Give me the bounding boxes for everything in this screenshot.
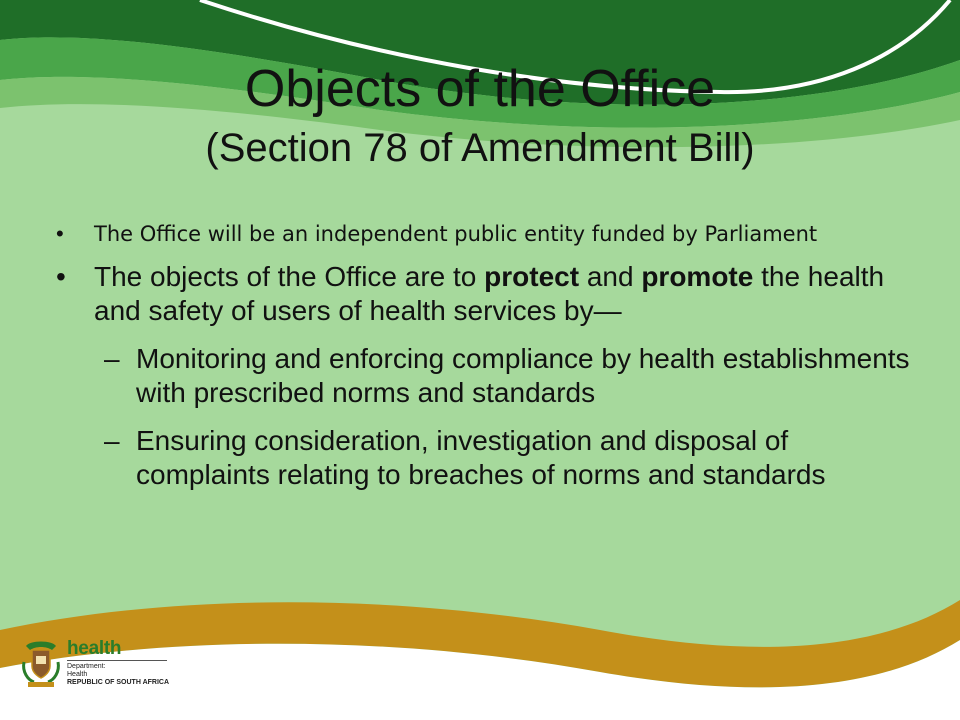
logo-wordmark: health — [67, 638, 122, 659]
sub-bullet-item-1 — [56, 342, 916, 410]
bullet-text-2-bold-protect: protect — [484, 261, 580, 292]
slide-title: Objects of the Office — [244, 60, 716, 118]
logo-health: Health — [67, 671, 88, 678]
bullet-icon: • — [56, 261, 66, 292]
logo-country: REPUBLIC OF SOUTH AFRICA — [67, 679, 170, 686]
coat-of-arms-icon — [20, 632, 62, 690]
bullet-item-1 — [56, 218, 916, 250]
bullet-text-2-pre: The objects of the Office are to — [94, 261, 485, 292]
logo-department: Department: — [67, 663, 106, 670]
health-department-logo — [20, 632, 180, 692]
dash-icon: – — [104, 343, 120, 374]
slide-subtitle: (Section 78 of Amendment Bill) — [205, 126, 755, 170]
bullet-text-2-post: the health and safety of users of health services by— — [94, 261, 885, 326]
bullet-list — [56, 218, 916, 506]
logo-divider — [67, 660, 167, 661]
bullet-text-1: The Office will be an independent public entity funded by Parliament — [94, 222, 818, 246]
sub-bullet-item-2 — [56, 424, 916, 492]
bullet-item-2 — [56, 260, 916, 328]
sub-bullet-text-1: Monitoring and enforcing compliance by health establishments with prescribed norms and standards — [136, 343, 910, 408]
bullet-icon: • — [56, 221, 64, 246]
sub-bullet-text-2: Ensuring consideration, investigation and disposal of complaints relating to breaches of norms and standards — [136, 425, 826, 490]
bullet-text-2-bold-promote: promote — [641, 261, 754, 292]
dash-icon: – — [104, 425, 120, 456]
bullet-text-2-mid: and — [579, 261, 642, 292]
